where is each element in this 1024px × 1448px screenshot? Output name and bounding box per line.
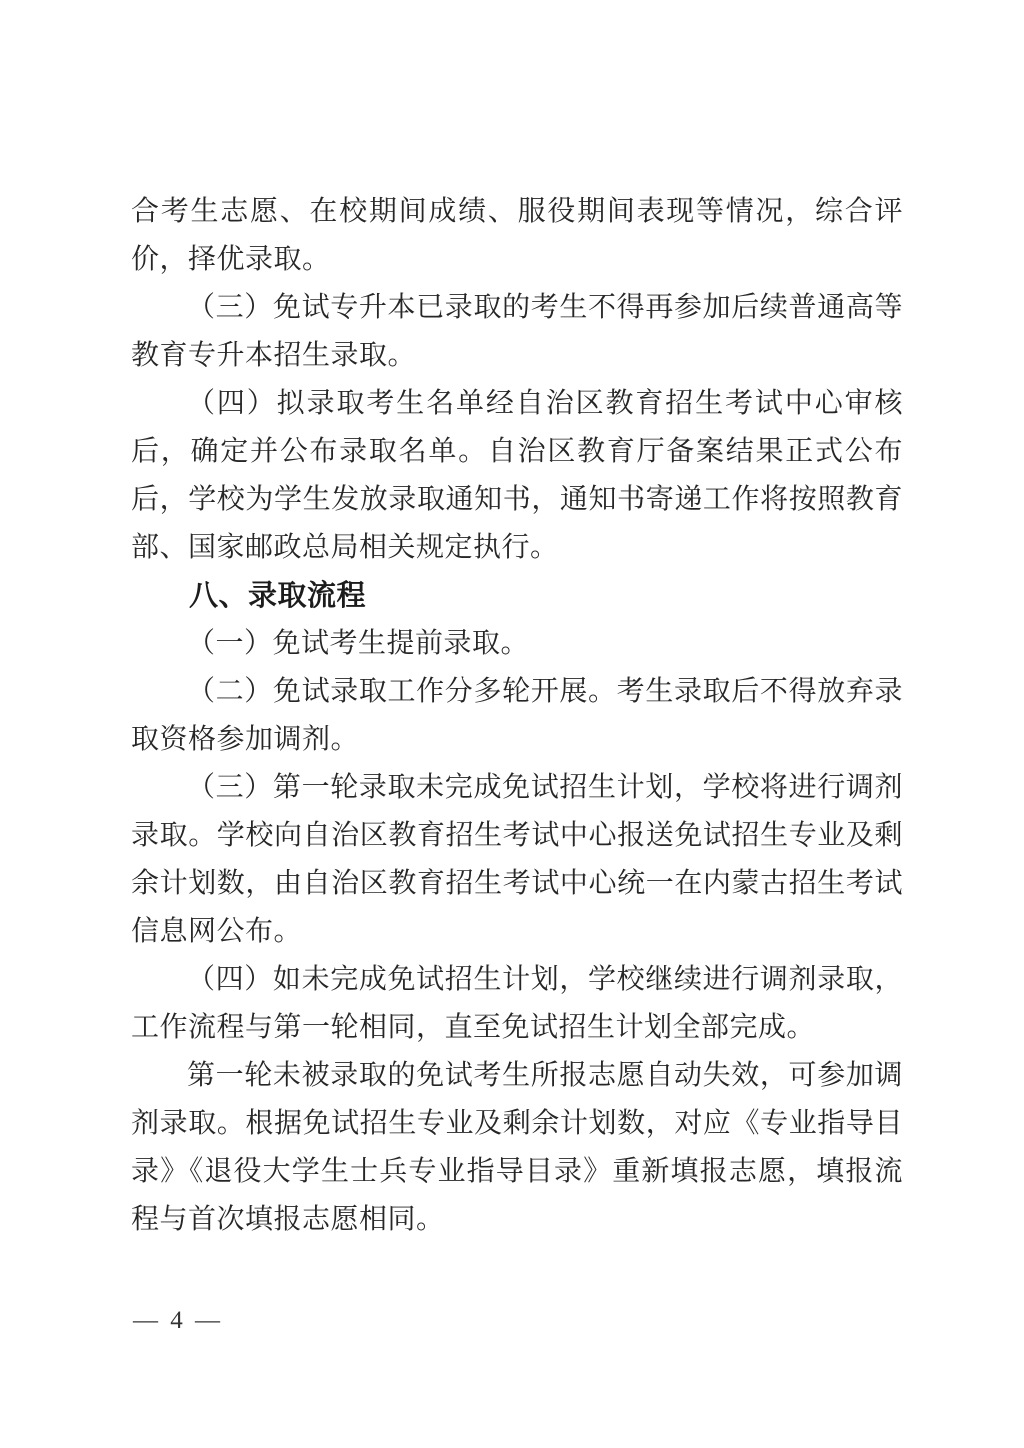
paragraph: 第一轮未被录取的免试考生所报志愿自动失效，可参加调剂录取。根据免试招生专业及剩余计划数，对应《专业指导目录》《退役大学生士兵专业指导目录》重新填报志愿，填报流程与首次填报志愿相同。: [131, 1060, 903, 1235]
paragraph: （二）免试录取工作分多轮开展。考生录取后不得放弃录取资格参加调剂。: [131, 676, 903, 755]
document-body: [131, 188, 903, 1244]
page-number: — 4 —: [133, 1307, 223, 1334]
paragraph: （三）第一轮录取未完成免试招生计划，学校将进行调剂录取。学校向自治区教育招生考试中心报送免试招生专业及剩余计划数，由自治区教育招生考试中心统一在内蒙古招生考试信息网公布。: [131, 772, 903, 947]
paragraph: （四）拟录取考生名单经自治区教育招生考试中心审核后，确定并公布录取名单。自治区教育厅备案结果正式公布后，学校为学生发放录取通知书，通知书寄递工作将按照教育部、国家邮政总局相关规定执行。: [131, 388, 903, 563]
paragraph: （三）免试专升本已录取的考生不得再参加后续普通高等教育专升本招生录取。: [131, 292, 903, 371]
paragraph: （一）免试考生提前录取。: [187, 628, 530, 659]
paragraph: （四）如未完成免试招生计划，学校继续进行调剂录取，工作流程与第一轮相同，直至免试招生计划全部完成。: [131, 964, 903, 1043]
paragraph-continued: 合考生志愿、在校期间成绩、服役期间表现等情况，综合评价，择优录取。: [131, 196, 903, 275]
section-heading: 八、录取流程: [189, 580, 367, 612]
